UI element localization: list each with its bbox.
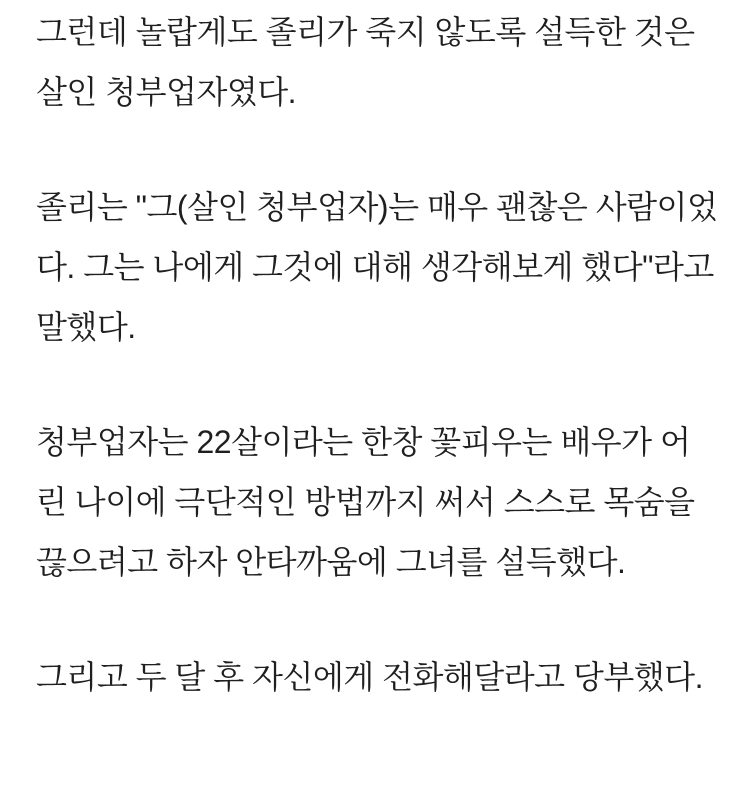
article-paragraph: 그런데 놀랍게도 졸리가 죽지 않도록 설득한 것은 살인 청부업자였다. xyxy=(36,14,695,110)
article-paragraph: 청부업자는 22살이라는 한창 꽃피우는 배우가 어린 나이에 극단적인 방법까지 써서 스스로 목숨을 끊으려고 하자 안타까움에 그녀를 설득했다. xyxy=(36,424,695,580)
article-paragraph: 졸리는 "그(살인 청부업자)는 매우 괜찮은 사람이었다. 그는 나에게 그것에 대해 생각해보게 했다"라고 말했다. xyxy=(36,189,718,345)
article-paragraph: 그리고 두 달 후 자신에게 전화해달라고 당부했다. xyxy=(36,659,703,695)
